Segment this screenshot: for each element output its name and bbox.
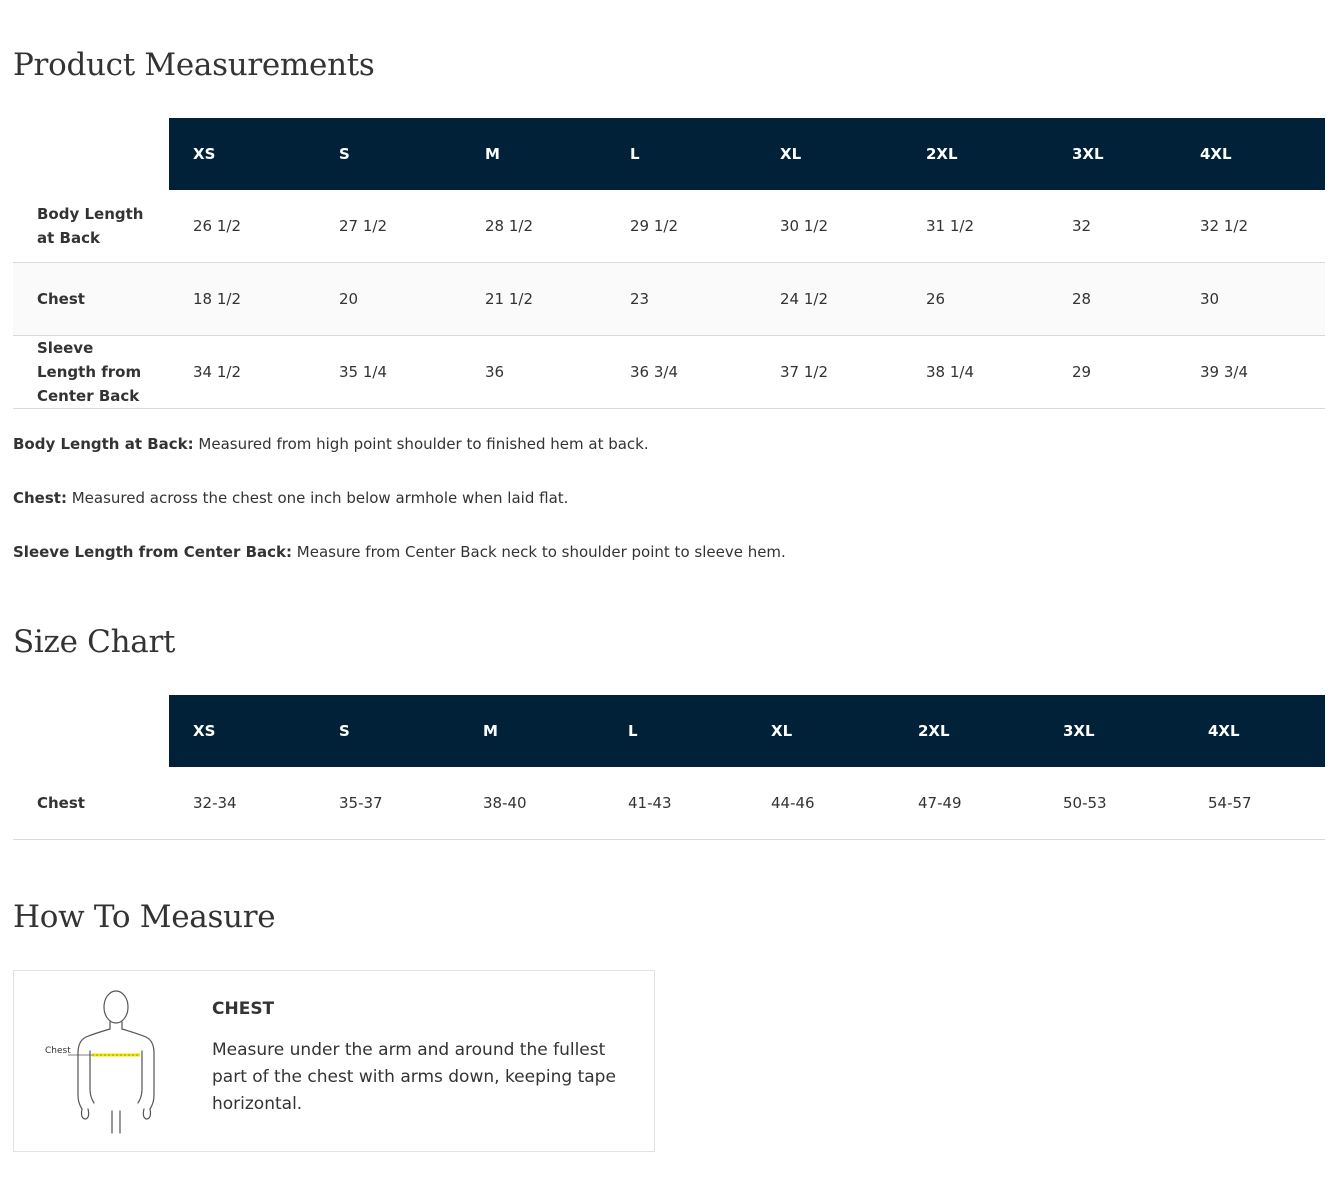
note-text: Measured across the chest one inch below armhole when laid flat.	[66, 489, 569, 507]
table-cell: 20	[315, 263, 461, 336]
header-blank-cell	[13, 695, 169, 767]
size-header: 4XL	[1184, 695, 1325, 767]
size-chart-header-row	[13, 695, 1325, 767]
table-cell: 41-43	[604, 767, 747, 840]
table-cell: 39 3/4	[1176, 336, 1325, 409]
size-header: L	[604, 695, 747, 767]
table-cell: 35-37	[315, 767, 459, 840]
size-header: XS	[169, 695, 315, 767]
table-cell: 31 1/2	[902, 190, 1048, 263]
figure-chest-label: Chest	[45, 1046, 71, 1056]
table-cell: 32 1/2	[1176, 190, 1325, 263]
note-term: Body Length at Back:	[13, 435, 194, 453]
header-blank-cell	[13, 118, 169, 190]
size-header: S	[315, 695, 459, 767]
product-measurements-table	[13, 118, 1325, 409]
size-header: S	[315, 118, 461, 190]
measurements-header-row	[13, 118, 1325, 190]
size-header: 4XL	[1176, 118, 1325, 190]
table-cell: 54-57	[1184, 767, 1325, 840]
table-cell: 23	[606, 263, 756, 336]
table-cell: 29	[1048, 336, 1176, 409]
table-row	[13, 336, 1325, 409]
table-cell: 26 1/2	[169, 190, 315, 263]
table-cell: 24 1/2	[756, 263, 902, 336]
size-header: M	[461, 118, 606, 190]
table-cell: 38 1/4	[902, 336, 1048, 409]
note-body-length	[13, 434, 786, 455]
note-term: Sleeve Length from Center Back:	[13, 543, 293, 561]
table-cell: 32-34	[169, 767, 315, 840]
size-chart-title: Size Chart	[13, 624, 176, 660]
chest-measure-card	[13, 970, 655, 1152]
card-description: Measure under the arm and around the fullest part of the chest with arms down, keeping tape horizontal.	[212, 1040, 616, 1114]
table-cell: 26	[902, 263, 1048, 336]
size-chart-table	[13, 695, 1325, 840]
table-cell: 28 1/2	[461, 190, 606, 263]
table-row	[13, 263, 1325, 336]
size-header: XS	[169, 118, 315, 190]
table-cell: 28	[1048, 263, 1176, 336]
note-text: Measured from high point shoulder to finished hem at back.	[193, 435, 649, 453]
table-cell: 50-53	[1039, 767, 1184, 840]
size-header: XL	[756, 118, 902, 190]
row-label: Body Length at Back	[13, 190, 169, 263]
size-header: 2XL	[894, 695, 1039, 767]
size-header: M	[459, 695, 604, 767]
table-cell: 35 1/4	[315, 336, 461, 409]
body-figure-illustration	[32, 985, 182, 1143]
table-cell: 27 1/2	[315, 190, 461, 263]
table-cell: 18 1/2	[169, 263, 315, 336]
note-sleeve-length	[13, 542, 786, 563]
table-cell: 21 1/2	[461, 263, 606, 336]
table-cell: 29 1/2	[606, 190, 756, 263]
table-cell: 47-49	[894, 767, 1039, 840]
table-cell: 30	[1176, 263, 1325, 336]
size-header: 2XL	[902, 118, 1048, 190]
row-label: Sleeve Length from Center Back	[13, 336, 169, 409]
table-cell: 34 1/2	[169, 336, 315, 409]
table-cell: 36	[461, 336, 606, 409]
size-header: L	[606, 118, 756, 190]
product-measurements-title: Product Measurements	[13, 47, 375, 83]
table-cell: 37 1/2	[756, 336, 902, 409]
size-header: 3XL	[1048, 118, 1176, 190]
size-header: 3XL	[1039, 695, 1184, 767]
row-label: Chest	[13, 263, 169, 336]
table-cell: 36 3/4	[606, 336, 756, 409]
table-cell: 32	[1048, 190, 1176, 263]
card-title: CHEST	[212, 999, 275, 1019]
row-label: Chest	[13, 767, 169, 840]
how-to-measure-title: How To Measure	[13, 899, 276, 935]
measurement-notes	[13, 434, 786, 596]
table-row	[13, 767, 1325, 840]
size-header: XL	[747, 695, 894, 767]
note-term: Chest:	[13, 489, 67, 507]
note-chest	[13, 488, 786, 509]
table-cell: 30 1/2	[756, 190, 902, 263]
table-cell: 44-46	[747, 767, 894, 840]
table-cell: 38-40	[459, 767, 604, 840]
table-row	[13, 190, 1325, 263]
note-text: Measure from Center Back neck to shoulder point to sleeve hem.	[292, 543, 786, 561]
